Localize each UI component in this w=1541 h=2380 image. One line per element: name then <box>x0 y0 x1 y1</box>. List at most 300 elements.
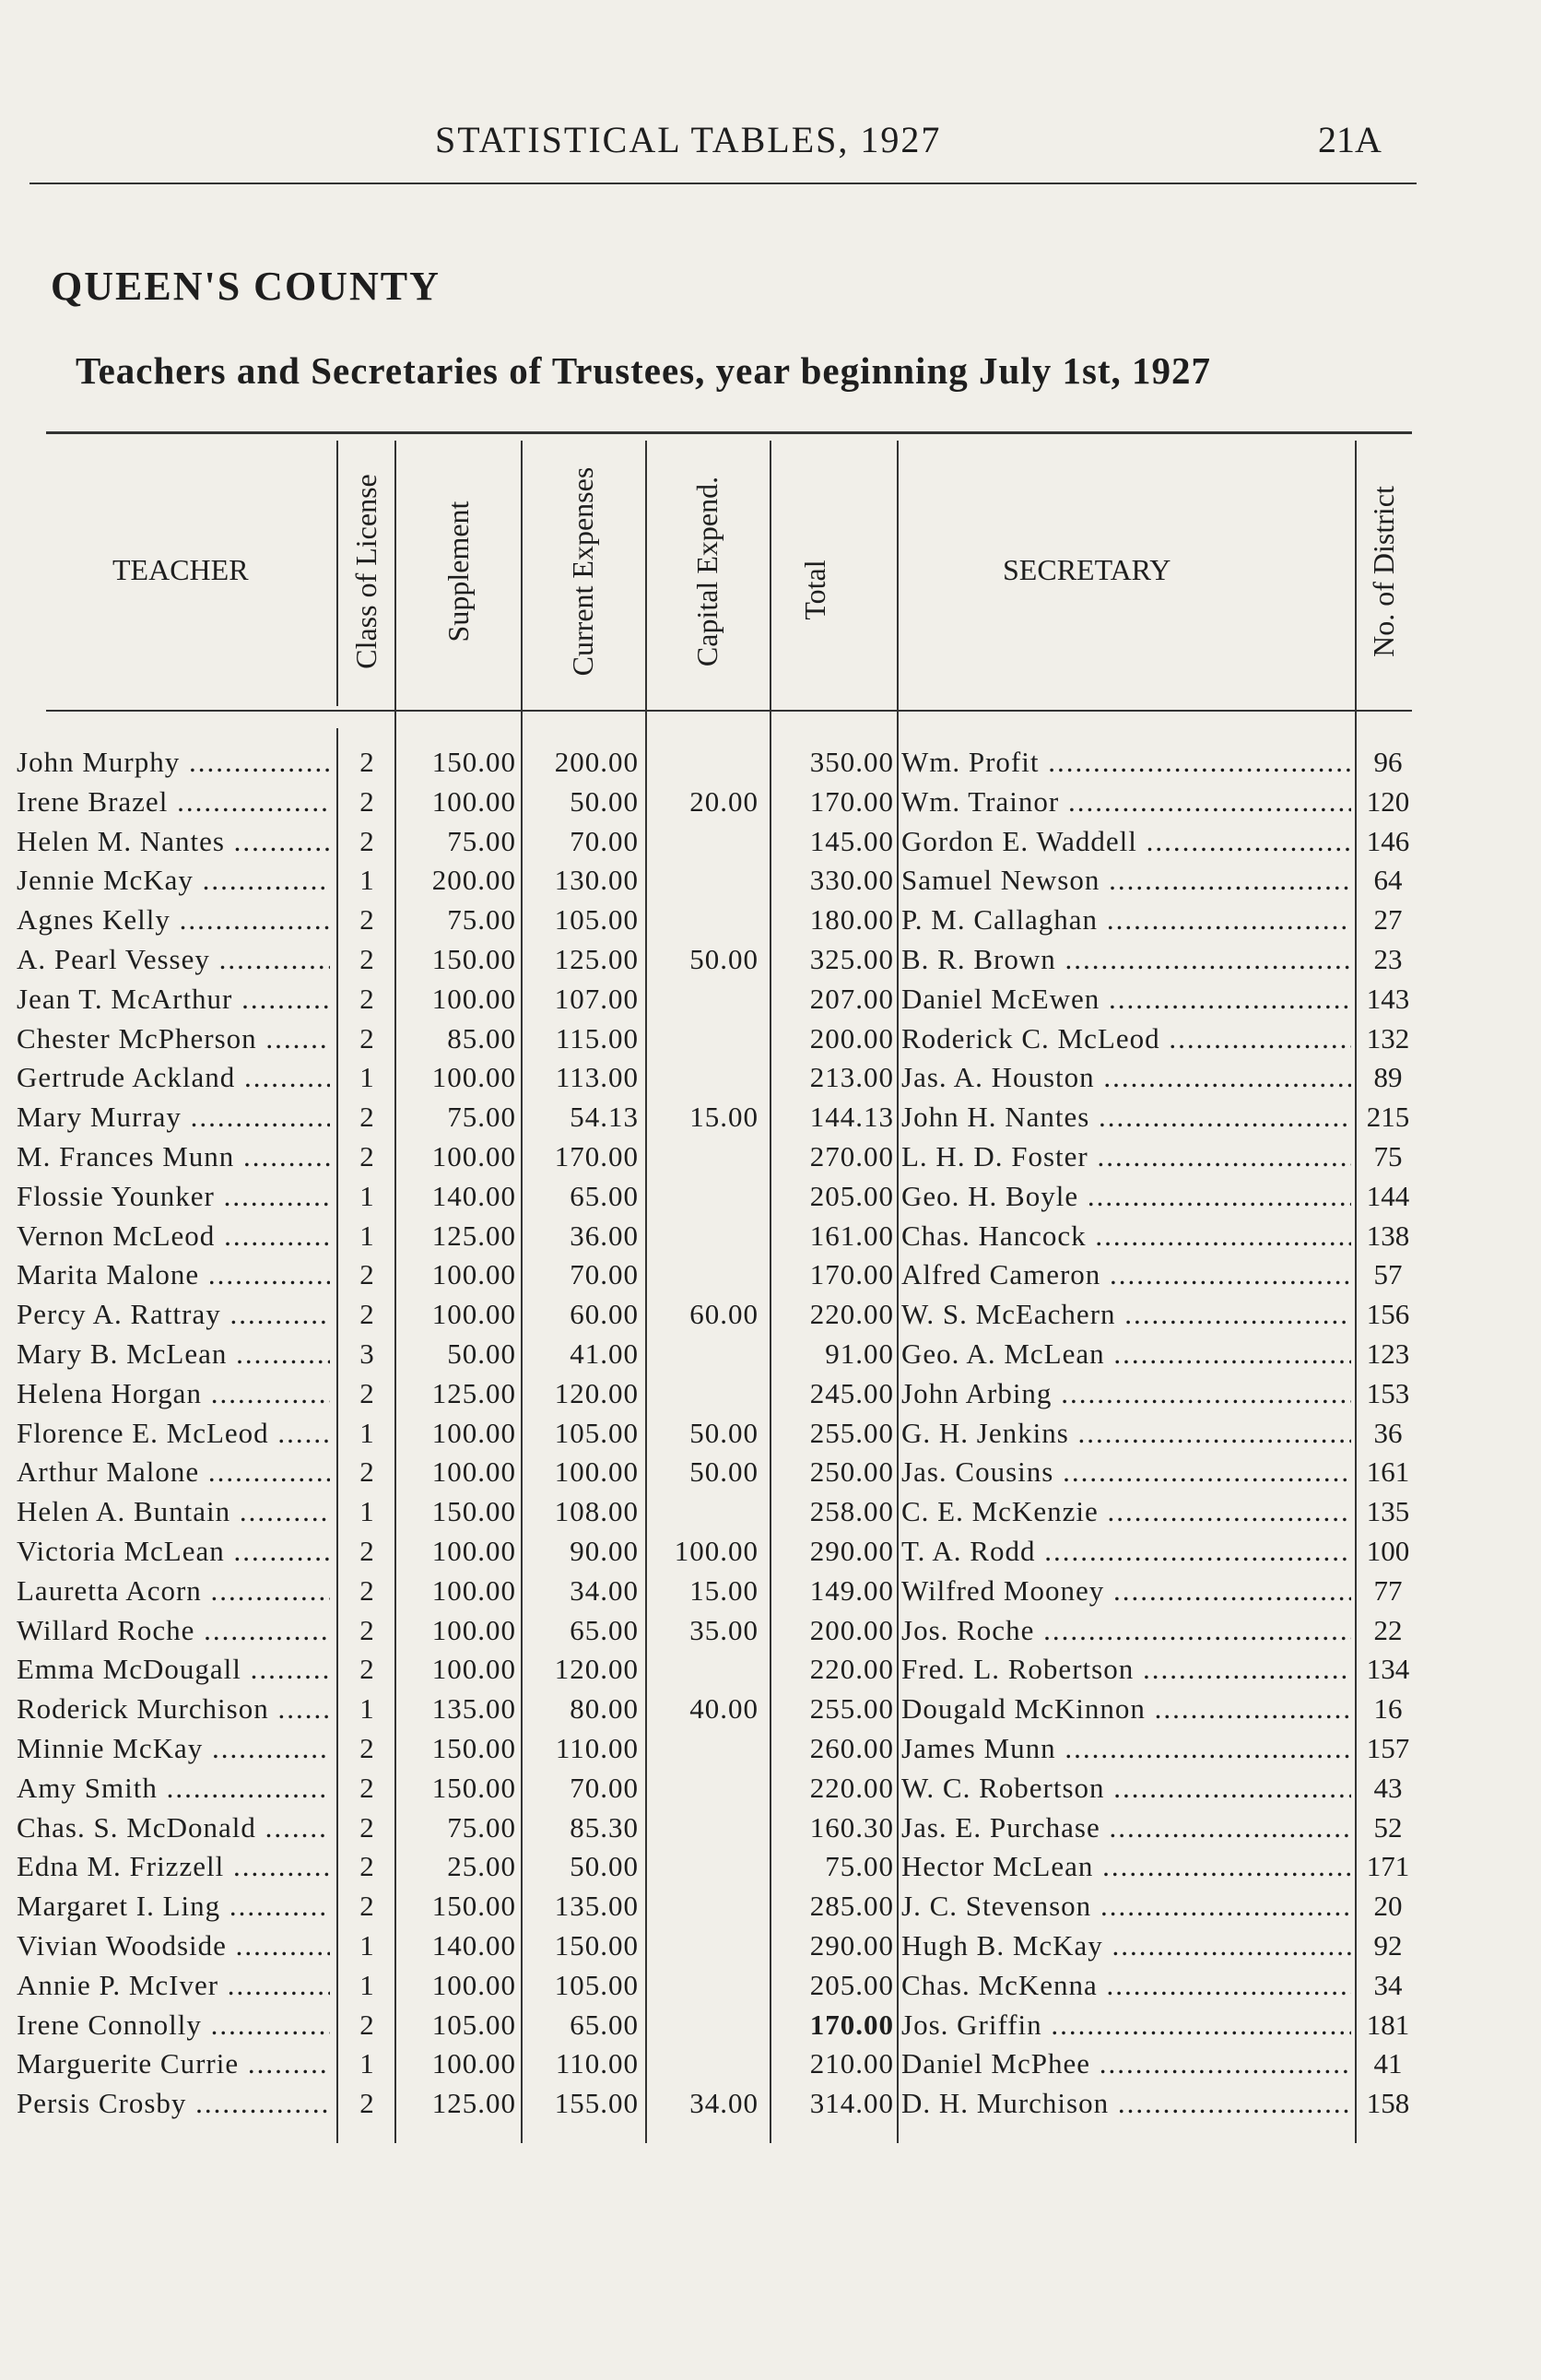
supplement-value: 100.00 <box>431 1653 516 1686</box>
table-row <box>0 979 1541 1019</box>
secretary-name: Jas. A. Houston ..... <box>901 1057 1351 1097</box>
secretary-name: Daniel McEwen ..... <box>901 979 1351 1019</box>
current-expenses-value: 50.00 <box>570 1850 639 1883</box>
secretary-name: G. H. Jenkins ..... <box>901 1413 1351 1453</box>
teacher-name: Percy A. Rattray ..... <box>17 1294 330 1334</box>
secretary-name: Geo. H. Boyle ..... <box>901 1176 1351 1216</box>
table-top-rule <box>46 431 1412 434</box>
total-value: 285.00 <box>809 1890 894 1923</box>
secretary-name: James Munn ..... <box>901 1728 1351 1768</box>
total-value: 144.13 <box>809 1101 894 1134</box>
supplement-value: 150.00 <box>431 1732 516 1764</box>
current-expenses-value: 60.00 <box>570 1298 639 1331</box>
teacher-name: John Murphy ..... <box>17 742 330 782</box>
total-value: 170.00 <box>809 784 894 818</box>
district-number: 156 <box>1366 1298 1410 1331</box>
license-class: 2 <box>359 1653 374 1686</box>
license-class: 2 <box>359 1771 374 1804</box>
license-class: 1 <box>359 1179 374 1212</box>
current-expenses-value: 125.00 <box>554 943 639 975</box>
district-number: 134 <box>1366 1653 1410 1686</box>
teacher-name: Arthur Malone ..... <box>17 1452 330 1491</box>
table-row <box>0 1926 1541 1965</box>
total-value: 220.00 <box>809 1298 894 1331</box>
license-class: 1 <box>359 2047 374 2080</box>
secretary-name: Alfred Cameron ..... <box>901 1255 1351 1294</box>
district-number: 16 <box>1373 1692 1403 1726</box>
teacher-name: Roderick Murchison ..... <box>17 1689 330 1728</box>
secretary-name: C. E. McKenzie ..... <box>901 1491 1351 1531</box>
county-title: QUEEN'S COUNTY <box>51 264 441 309</box>
teacher-name: Chester McPherson ..... <box>17 1019 330 1058</box>
current-expenses-value: 107.00 <box>554 982 639 1015</box>
col-header-district: No. of District <box>1367 486 1400 657</box>
capital-expend-value: 100.00 <box>674 1535 759 1567</box>
secretary-name: D. H. Murchison ..... <box>901 2083 1351 2123</box>
teacher-name: Mary B. McLean ..... <box>17 1334 330 1373</box>
total-value: 200.00 <box>809 1613 894 1646</box>
supplement-value: 100.00 <box>431 1416 516 1449</box>
table-row <box>0 821 1541 861</box>
district-number: 120 <box>1366 784 1410 818</box>
license-class: 2 <box>359 784 374 818</box>
total-value: 145.00 <box>809 824 894 857</box>
district-number: 75 <box>1373 1140 1403 1172</box>
teacher-name: Helen A. Buntain ..... <box>17 1491 330 1531</box>
table-row <box>0 782 1541 821</box>
supplement-value: 75.00 <box>447 903 516 937</box>
capital-expend-value: 34.00 <box>689 2087 759 2120</box>
current-expenses-value: 120.00 <box>554 1376 639 1409</box>
teacher-name: M. Frances Munn ..... <box>17 1137 330 1176</box>
total-value: 325.00 <box>809 943 894 975</box>
license-class: 2 <box>359 2087 374 2120</box>
total-value: 290.00 <box>809 1929 894 1962</box>
license-class: 1 <box>359 1692 374 1726</box>
total-value: 170.00 <box>809 1258 894 1291</box>
license-class: 2 <box>359 2008 374 2041</box>
district-number: 43 <box>1373 1771 1403 1804</box>
total-value: 255.00 <box>809 1416 894 1449</box>
table-row <box>0 742 1541 782</box>
current-expenses-value: 135.00 <box>554 1890 639 1923</box>
supplement-value: 100.00 <box>431 1613 516 1646</box>
license-class: 2 <box>359 1258 374 1291</box>
teacher-name: Annie P. McIver ..... <box>17 1965 330 2005</box>
total-value: 205.00 <box>809 1968 894 2001</box>
district-number: 157 <box>1366 1732 1410 1764</box>
teacher-name: Vivian Woodside ..... <box>17 1926 330 1965</box>
license-class: 2 <box>359 1455 374 1489</box>
capital-expend-value: 50.00 <box>689 943 759 975</box>
current-expenses-value: 108.00 <box>554 1495 639 1528</box>
total-value: 170.00 <box>809 2008 894 2041</box>
license-class: 1 <box>359 1416 374 1449</box>
supplement-value: 150.00 <box>431 943 516 975</box>
district-number: 123 <box>1366 1337 1410 1370</box>
secretary-name: Samuel Newson ..... <box>901 860 1351 900</box>
license-class: 2 <box>359 824 374 857</box>
district-number: 27 <box>1373 903 1403 937</box>
secretary-name: Hugh B. McKay ..... <box>901 1926 1351 1965</box>
capital-expend-value: 50.00 <box>689 1416 759 1449</box>
teacher-name: Jennie McKay ..... <box>17 860 330 900</box>
license-class: 2 <box>359 1732 374 1764</box>
table-row <box>0 1097 1541 1137</box>
current-expenses-value: 50.00 <box>570 784 639 818</box>
table-row <box>0 1886 1541 1926</box>
current-expenses-value: 120.00 <box>554 1653 639 1686</box>
teacher-name: Emma McDougall ..... <box>17 1649 330 1689</box>
supplement-value: 140.00 <box>431 1179 516 1212</box>
license-class: 2 <box>359 1021 374 1055</box>
secretary-name: T. A. Rodd ..... <box>901 1531 1351 1571</box>
current-expenses-value: 65.00 <box>570 2008 639 2041</box>
teacher-name: Persis Crosby ..... <box>17 2083 330 2123</box>
current-expenses-value: 65.00 <box>570 1613 639 1646</box>
teacher-name: Marita Malone ..... <box>17 1255 330 1294</box>
teacher-name: Flossie Younker ..... <box>17 1176 330 1216</box>
table-row <box>0 1610 1541 1650</box>
capital-expend-value: 40.00 <box>689 1692 759 1726</box>
table-row <box>0 1808 1541 1847</box>
license-class: 2 <box>359 903 374 937</box>
license-class: 2 <box>359 1298 374 1331</box>
supplement-value: 100.00 <box>431 2047 516 2080</box>
district-number: 34 <box>1373 1968 1403 2001</box>
col-header-current: Current Expenses <box>566 466 599 677</box>
secretary-name: John H. Nantes ..... <box>901 1097 1351 1137</box>
district-number: 41 <box>1373 2047 1403 2080</box>
secretary-name: Gordon E. Waddell ..... <box>901 821 1351 861</box>
teacher-name: Victoria McLean ..... <box>17 1531 330 1571</box>
capital-expend-value: 35.00 <box>689 1613 759 1646</box>
table-row <box>0 1019 1541 1058</box>
secretary-name: Fred. L. Robertson ..... <box>901 1649 1351 1689</box>
secretary-name: B. R. Brown ..... <box>901 939 1351 979</box>
supplement-value: 100.00 <box>431 1968 516 2001</box>
col-header-license: Class of License <box>349 474 382 669</box>
table-row <box>0 860 1541 900</box>
table-row <box>0 1491 1541 1531</box>
supplement-value: 100.00 <box>431 1061 516 1094</box>
total-value: 200.00 <box>809 1021 894 1055</box>
supplement-value: 25.00 <box>447 1850 516 1883</box>
total-value: 213.00 <box>809 1061 894 1094</box>
district-number: 89 <box>1373 1061 1403 1094</box>
total-value: 220.00 <box>809 1653 894 1686</box>
total-value: 91.00 <box>825 1337 894 1370</box>
current-expenses-value: 130.00 <box>554 864 639 897</box>
table-title: Teachers and Secretaries of Trustees, year beginning July 1st, 1927 <box>76 349 1212 392</box>
district-number: 144 <box>1366 1179 1410 1212</box>
table-row <box>0 1373 1541 1413</box>
teacher-name: Agnes Kelly ..... <box>17 900 330 939</box>
current-expenses-value: 90.00 <box>570 1535 639 1567</box>
capital-expend-value: 20.00 <box>689 784 759 818</box>
supplement-value: 75.00 <box>447 1101 516 1134</box>
district-number: 57 <box>1373 1258 1403 1291</box>
secretary-name: Wm. Trainor ..... <box>901 782 1351 821</box>
table-row <box>0 2005 1541 2044</box>
table-row <box>0 939 1541 979</box>
license-class: 3 <box>359 1337 374 1370</box>
column-divider <box>336 441 338 706</box>
district-number: 138 <box>1366 1219 1410 1252</box>
header-bottom-rule <box>46 710 1412 712</box>
table-row <box>0 1057 1541 1097</box>
license-class: 2 <box>359 1573 374 1607</box>
secretary-name: J. C. Stevenson ..... <box>901 1886 1351 1926</box>
district-number: 143 <box>1366 982 1410 1015</box>
total-value: 207.00 <box>809 982 894 1015</box>
district-number: 146 <box>1366 824 1410 857</box>
current-expenses-value: 65.00 <box>570 1179 639 1212</box>
table-row <box>0 1531 1541 1571</box>
license-class: 2 <box>359 1535 374 1567</box>
teacher-name: Helena Horgan ..... <box>17 1373 330 1413</box>
teacher-name: Lauretta Acorn ..... <box>17 1571 330 1610</box>
table-row <box>0 1728 1541 1768</box>
teacher-name: Amy Smith ..... <box>17 1768 330 1808</box>
current-expenses-value: 54.13 <box>570 1101 639 1134</box>
teacher-name: Irene Brazel ..... <box>17 782 330 821</box>
table-row <box>0 1294 1541 1334</box>
district-number: 22 <box>1373 1613 1403 1646</box>
supplement-value: 75.00 <box>447 1810 516 1844</box>
supplement-value: 100.00 <box>431 1573 516 1607</box>
table-row <box>0 1571 1541 1610</box>
table-row <box>0 1452 1541 1491</box>
current-expenses-value: 70.00 <box>570 1258 639 1291</box>
table-row <box>0 2044 1541 2083</box>
supplement-value: 150.00 <box>431 746 516 778</box>
current-expenses-value: 41.00 <box>570 1337 639 1370</box>
capital-expend-value: 15.00 <box>689 1101 759 1134</box>
col-header-total: Total <box>798 560 831 620</box>
license-class: 2 <box>359 1140 374 1172</box>
teacher-name: Irene Connolly ..... <box>17 2005 330 2044</box>
license-class: 2 <box>359 1101 374 1134</box>
district-number: 161 <box>1366 1455 1410 1489</box>
district-number: 92 <box>1373 1929 1403 1962</box>
supplement-value: 125.00 <box>431 1219 516 1252</box>
license-class: 1 <box>359 1968 374 2001</box>
total-value: 149.00 <box>809 1573 894 1607</box>
table-row <box>0 1965 1541 2005</box>
license-class: 1 <box>359 1929 374 1962</box>
license-class: 2 <box>359 1613 374 1646</box>
supplement-value: 100.00 <box>431 1258 516 1291</box>
license-class: 2 <box>359 1376 374 1409</box>
table-row <box>0 1768 1541 1808</box>
col-header-teacher: TEACHER <box>112 553 249 586</box>
current-expenses-value: 110.00 <box>555 1732 639 1764</box>
supplement-value: 100.00 <box>431 1535 516 1567</box>
district-number: 132 <box>1366 1021 1410 1055</box>
secretary-name: Roderick C. McLeod ..... <box>901 1019 1351 1058</box>
current-expenses-value: 155.00 <box>554 2087 639 2120</box>
secretary-name: W. S. McEachern ..... <box>901 1294 1351 1334</box>
secretary-name: Jas. E. Purchase ..... <box>901 1808 1351 1847</box>
supplement-value: 100.00 <box>431 784 516 818</box>
table-row <box>0 2083 1541 2123</box>
page-number: 21A <box>1318 119 1382 160</box>
secretary-name: Jos. Griffin ..... <box>901 2005 1351 2044</box>
supplement-value: 105.00 <box>431 2008 516 2041</box>
current-expenses-value: 80.00 <box>570 1692 639 1726</box>
col-header-capital: Capital Expend. <box>690 476 723 667</box>
district-number: 36 <box>1373 1416 1403 1449</box>
current-expenses-value: 34.00 <box>570 1573 639 1607</box>
supplement-value: 150.00 <box>431 1495 516 1528</box>
table-row <box>0 1689 1541 1728</box>
teacher-name: Vernon McLeod ..... <box>17 1216 330 1255</box>
secretary-name: Jas. Cousins ..... <box>901 1452 1351 1491</box>
license-class: 1 <box>359 1495 374 1528</box>
teacher-name: Margaret I. Ling ..... <box>17 1886 330 1926</box>
teacher-name: Willard Roche ..... <box>17 1610 330 1650</box>
teacher-name: Florence E. McLeod ..... <box>17 1413 330 1453</box>
secretary-name: W. C. Robertson ..... <box>901 1768 1351 1808</box>
supplement-value: 50.00 <box>447 1337 516 1370</box>
total-value: 75.00 <box>825 1850 894 1883</box>
secretary-name: Dougald McKinnon ..... <box>901 1689 1351 1728</box>
capital-expend-value: 15.00 <box>689 1573 759 1607</box>
table-row <box>0 900 1541 939</box>
supplement-value: 135.00 <box>431 1692 516 1726</box>
secretary-name: Geo. A. McLean ..... <box>901 1334 1351 1373</box>
license-class: 2 <box>359 943 374 975</box>
teacher-name: Minnie McKay ..... <box>17 1728 330 1768</box>
secretary-name: John Arbing ..... <box>901 1373 1351 1413</box>
district-number: 64 <box>1373 864 1403 897</box>
district-number: 77 <box>1373 1573 1403 1607</box>
supplement-value: 100.00 <box>431 982 516 1015</box>
table-row <box>0 1413 1541 1453</box>
teacher-name: Gertrude Ackland ..... <box>17 1057 330 1097</box>
total-value: 245.00 <box>809 1376 894 1409</box>
district-number: 215 <box>1366 1101 1410 1134</box>
total-value: 260.00 <box>809 1732 894 1764</box>
secretary-name: Wm. Profit ..... <box>901 742 1351 782</box>
current-expenses-value: 113.00 <box>555 1061 639 1094</box>
current-expenses-value: 85.30 <box>570 1810 639 1844</box>
running-title: STATISTICAL TABLES, 1927 <box>435 119 942 160</box>
current-expenses-value: 70.00 <box>570 824 639 857</box>
district-number: 135 <box>1366 1495 1410 1528</box>
teacher-name: Chas. S. McDonald ..... <box>17 1808 330 1847</box>
license-class: 2 <box>359 746 374 778</box>
secretary-name: Chas. Hancock ..... <box>901 1216 1351 1255</box>
teacher-name: A. Pearl Vessey ..... <box>17 939 330 979</box>
supplement-value: 150.00 <box>431 1890 516 1923</box>
license-class: 1 <box>359 1219 374 1252</box>
table-row <box>0 1255 1541 1294</box>
total-value: 220.00 <box>809 1771 894 1804</box>
teacher-name: Mary Murray ..... <box>17 1097 330 1137</box>
supplement-value: 85.00 <box>447 1021 516 1055</box>
table-row <box>0 1649 1541 1689</box>
total-value: 160.30 <box>809 1810 894 1844</box>
total-value: 250.00 <box>809 1455 894 1489</box>
supplement-value: 125.00 <box>431 1376 516 1409</box>
current-expenses-value: 105.00 <box>554 1416 639 1449</box>
total-value: 161.00 <box>809 1219 894 1252</box>
secretary-name: L. H. D. Foster ..... <box>901 1137 1351 1176</box>
district-number: 158 <box>1366 2087 1410 2120</box>
district-number: 52 <box>1373 1810 1403 1844</box>
total-value: 210.00 <box>809 2047 894 2080</box>
secretary-name: Wilfred Mooney ..... <box>901 1571 1351 1610</box>
current-expenses-value: 170.00 <box>554 1140 639 1172</box>
col-header-secretary: SECRETARY <box>1003 553 1171 586</box>
license-class: 1 <box>359 864 374 897</box>
total-value: 314.00 <box>809 2087 894 2120</box>
license-class: 2 <box>359 1890 374 1923</box>
current-expenses-value: 115.00 <box>555 1021 639 1055</box>
table-row <box>0 1334 1541 1373</box>
district-number: 96 <box>1373 746 1403 778</box>
license-class: 1 <box>359 1061 374 1094</box>
license-class: 2 <box>359 982 374 1015</box>
current-expenses-value: 110.00 <box>555 2047 639 2080</box>
total-value: 258.00 <box>809 1495 894 1528</box>
supplement-value: 150.00 <box>431 1771 516 1804</box>
secretary-name: Daniel McPhee ..... <box>901 2044 1351 2083</box>
current-expenses-value: 105.00 <box>554 1968 639 2001</box>
col-header-supplement: Supplement <box>441 501 475 642</box>
current-expenses-value: 150.00 <box>554 1929 639 1962</box>
secretary-name: P. M. Callaghan ..... <box>901 900 1351 939</box>
district-number: 181 <box>1366 2008 1410 2041</box>
district-number: 100 <box>1366 1535 1410 1567</box>
supplement-value: 75.00 <box>447 824 516 857</box>
total-value: 205.00 <box>809 1179 894 1212</box>
district-number: 20 <box>1373 1890 1403 1923</box>
teacher-name: Marguerite Currie ..... <box>17 2044 330 2083</box>
current-expenses-value: 100.00 <box>554 1455 639 1489</box>
teacher-name: Edna M. Frizzell ..... <box>17 1846 330 1886</box>
district-number: 171 <box>1366 1850 1410 1883</box>
district-number: 23 <box>1373 943 1403 975</box>
header-rule <box>29 183 1417 184</box>
supplement-value: 100.00 <box>431 1455 516 1489</box>
current-expenses-value: 105.00 <box>554 903 639 937</box>
current-expenses-value: 70.00 <box>570 1771 639 1804</box>
current-expenses-value: 200.00 <box>554 746 639 778</box>
total-value: 290.00 <box>809 1535 894 1567</box>
secretary-name: Jos. Roche ..... <box>901 1610 1351 1650</box>
table-row <box>0 1137 1541 1176</box>
license-class: 2 <box>359 1850 374 1883</box>
total-value: 270.00 <box>809 1140 894 1172</box>
total-value: 350.00 <box>809 746 894 778</box>
teacher-name: Helen M. Nantes ..... <box>17 821 330 861</box>
capital-expend-value: 60.00 <box>689 1298 759 1331</box>
table-row <box>0 1846 1541 1886</box>
license-class: 2 <box>359 1810 374 1844</box>
table-row <box>0 1216 1541 1255</box>
total-value: 180.00 <box>809 903 894 937</box>
supplement-value: 125.00 <box>431 2087 516 2120</box>
capital-expend-value: 50.00 <box>689 1455 759 1489</box>
current-expenses-value: 36.00 <box>570 1219 639 1252</box>
supplement-value: 200.00 <box>431 864 516 897</box>
total-value: 330.00 <box>809 864 894 897</box>
supplement-value: 100.00 <box>431 1140 516 1172</box>
district-number: 153 <box>1366 1376 1410 1409</box>
